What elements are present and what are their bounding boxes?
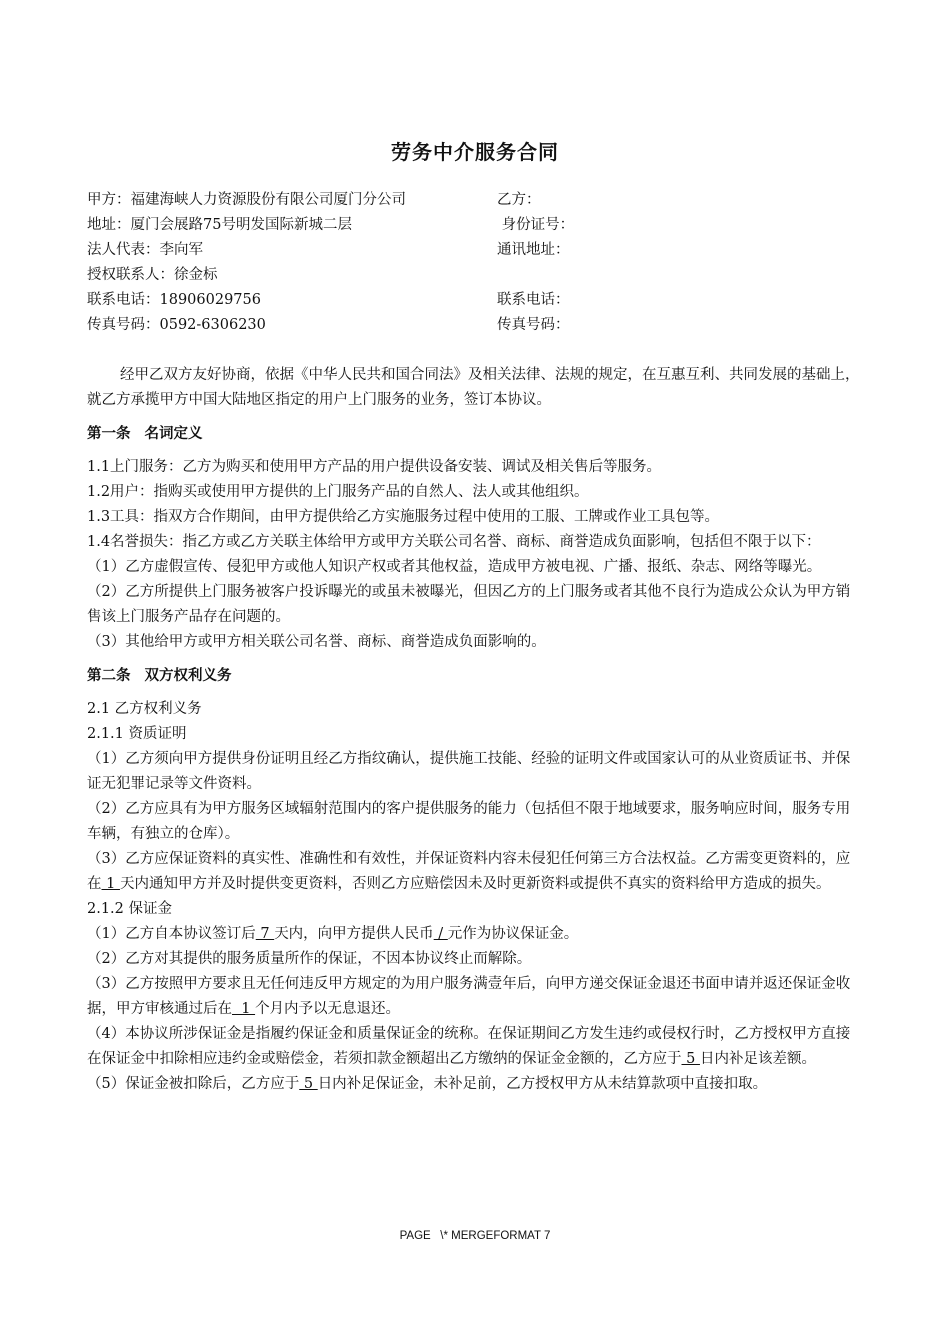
intro-paragraph: 经甲乙双方友好协商，依据《中华人民共和国合同法》及相关法律、法规的规定，在互惠互利、共同发展的基础上，就乙方承揽甲方中国大陆地区指定的用户上门服务的业务，签订本协议。 bbox=[87, 367, 860, 408]
party-b-address: 通讯地址： bbox=[497, 242, 570, 258]
blank-days: 5 bbox=[299, 1076, 318, 1092]
article-1-title: 名词定义 bbox=[144, 426, 203, 442]
article-2-number: 第二条 bbox=[87, 668, 131, 684]
party-info bbox=[87, 188, 867, 338]
party-b-id: 身份证号： bbox=[497, 217, 575, 233]
party-row bbox=[87, 313, 867, 338]
article-1-number: 第一条 bbox=[87, 426, 131, 442]
article-2-title: 双方权利义务 bbox=[144, 668, 232, 684]
article-2-heading bbox=[87, 664, 863, 689]
subsection-heading: 2.1.2 保证金 bbox=[87, 901, 173, 917]
definition-item: 1.2用户：指购买或使用甲方提供的上门服务产品的自然人、法人或其他组织。 bbox=[87, 484, 589, 500]
party-row bbox=[87, 188, 867, 213]
article-1-heading bbox=[87, 422, 863, 447]
party-a-fax: 传真号码：0592-6306230 bbox=[87, 317, 266, 333]
definition-item: （3）其他给甲方或甲方相关联公司名誉、商标、商誉造成负面影响的。 bbox=[87, 634, 546, 650]
clause: （4）本协议所涉保证金是指履约保证金和质量保证金的统称。在保证期间乙方发生违约或侵权行时，乙方授权甲方直接在保证金中扣除相应违约金或赔偿金，若须扣款金额超出乙方缴纳的保证金金额的，乙方应于 5 日内补足该差额。 bbox=[87, 1026, 851, 1067]
clause: （2）乙方对其提供的服务质量所作的保证，不因本协议终止而解除。 bbox=[87, 951, 532, 967]
definition-item: （1）乙方虚假宣传、侵犯甲方或他人知识产权或者其他权益，造成甲方被电视、广播、报纸、杂志、网络等曝光。 bbox=[87, 559, 822, 575]
blank-amount: / bbox=[433, 926, 448, 942]
party-row bbox=[87, 238, 867, 263]
section-heading: 2.1 乙方权利义务 bbox=[87, 701, 202, 717]
party-row bbox=[87, 263, 867, 288]
blank-days: 1 bbox=[101, 876, 120, 892]
clause: （3）乙方应保证资料的真实性、准确性和有效性，并保证资料内容未侵犯任何第三方合法权益。乙方需变更资料的，应在 1 天内通知甲方并及时提供变更资料，否则乙方应赔偿因未及时更新资料或提供不真实的资料给甲方造成的损失。 bbox=[87, 851, 851, 892]
party-b-phone: 联系电话： bbox=[497, 292, 570, 308]
definition-item: 1.1上门服务：乙方为购买和使用甲方产品的用户提供设备安装、调试及相关售后等服务。 bbox=[87, 459, 662, 475]
document-title: 劳务中介服务合同 bbox=[391, 140, 559, 164]
blank-days: 5 bbox=[681, 1051, 700, 1067]
definition-item: 1.3工具：指双方合作期间，由甲方提供给乙方实施服务过程中使用的工服、工牌或作业工具包等。 bbox=[87, 509, 720, 525]
blank-months: 1 bbox=[232, 1001, 256, 1017]
party-a-address: 地址：厦门会展路75号明发国际新城二层 bbox=[87, 217, 352, 233]
party-row bbox=[87, 213, 867, 238]
clause: （3）乙方按照甲方要求且无任何违反甲方规定的为用户服务满壹年后，向甲方递交保证金退还书面申请并返还保证金收据，甲方审核通过后在 1 个月内予以无息退还。 bbox=[87, 976, 851, 1017]
party-a-legal-rep: 法人代表：李向军 bbox=[87, 242, 203, 258]
clause: （1）乙方自本协议签订后 7 天内，向甲方提供人民币 / 元作为协议保证金。 bbox=[87, 926, 579, 942]
clause: （5）保证金被扣除后，乙方应于 5 日内补足保证金，未补足前，乙方授权甲方从未结算款项中直接扣取。 bbox=[87, 1076, 768, 1092]
contract-body bbox=[87, 363, 863, 1097]
party-b-name: 乙方： bbox=[497, 192, 541, 208]
definition-item: 1.4名誉损失：指乙方或乙方关联主体给甲方或甲方关联公司名誉、商标、商誉造成负面影响，包括但不限于以下： bbox=[87, 534, 821, 550]
clause: （1）乙方须向甲方提供身份证明且经乙方指纹确认，提供施工技能、经验的证明文件或国家认可的从业资质证书、并保证无犯罪记录等文件资料。 bbox=[87, 751, 851, 792]
blank-days: 7 bbox=[255, 926, 275, 942]
party-b-fax: 传真号码： bbox=[497, 317, 570, 333]
clause: （2）乙方应具有为甲方服务区域辐射范围内的客户提供服务的能力（包括但不限于地域要求，服务响应时间，服务专用车辆，有独立的仓库）。 bbox=[87, 801, 851, 842]
party-a-name: 甲方：福建海峡人力资源股份有限公司厦门分公司 bbox=[87, 192, 406, 208]
party-a-contact: 授权联系人：徐金标 bbox=[87, 267, 218, 283]
page-footer: PAGE \* MERGEFORMAT 7 bbox=[399, 1230, 551, 1242]
party-a-phone: 联系电话：18906029756 bbox=[87, 292, 261, 308]
party-row bbox=[87, 288, 867, 313]
definition-item: （2）乙方所提供上门服务被客户投诉曝光的或虽未被曝光，但因乙方的上门服务或者其他不良行为造成公众认为甲方销售该上门服务产品存在问题的。 bbox=[87, 584, 851, 625]
subsection-heading: 2.1.1 资质证明 bbox=[87, 726, 187, 742]
